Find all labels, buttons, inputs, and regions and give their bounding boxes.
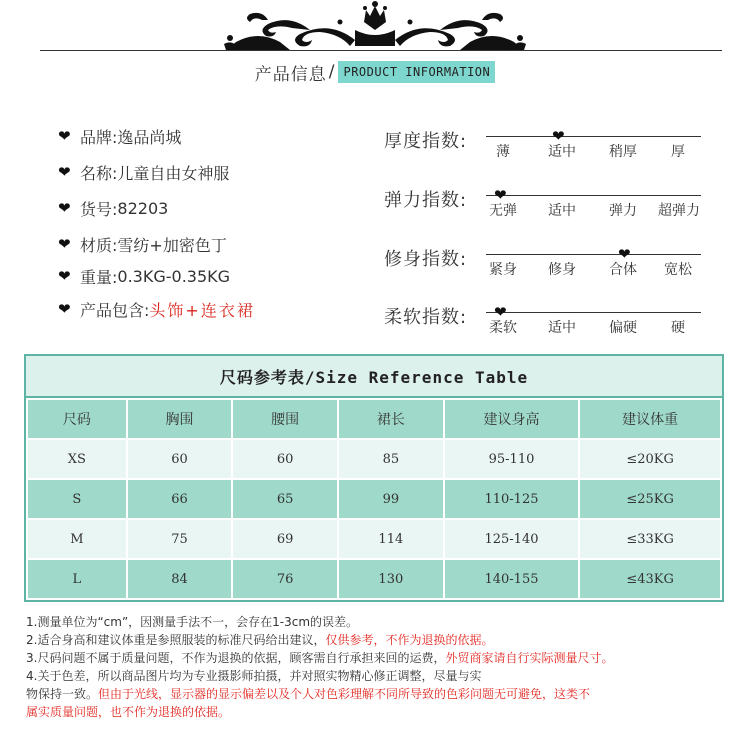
table-row [27, 519, 721, 559]
table-cell: 85 [338, 439, 444, 479]
index-option: 无弹 [489, 203, 517, 219]
heart-icon: ❤ [58, 267, 71, 285]
column-header: 裙长 [338, 399, 444, 439]
table-cell: 75 [127, 519, 233, 559]
size-reference-table [24, 354, 724, 602]
note-line [26, 613, 746, 631]
note-text: 3.尺码问题不属于质量问题，不作为退换的依据，顾客需自行承担来回的运费， [26, 651, 446, 665]
index-scale-line [486, 254, 701, 255]
index-option: 柔软 [489, 320, 517, 336]
info-label: 货号: [80, 199, 118, 219]
heart-icon: ❤ [58, 163, 71, 181]
heart-icon: ❤ [58, 127, 71, 145]
info-label: 材质: [80, 235, 118, 255]
note-line [26, 649, 746, 667]
title-chinese: 产品信息 [254, 64, 327, 85]
index-option: 偏硬 [609, 320, 637, 336]
column-header: 建议体重 [579, 399, 721, 439]
size-table-title-text: 尺码参考表/Size Reference Table [219, 367, 529, 387]
column-header: 建议身高 [444, 399, 580, 439]
index-scale-line [486, 195, 701, 196]
title-english-badge: PRODUCT INFORMATION [338, 61, 495, 83]
table-cell: M [27, 519, 127, 559]
heart-marker-icon: ❤ [552, 127, 565, 145]
table-cell: 69 [232, 519, 338, 559]
column-header: 尺码 [27, 399, 127, 439]
table-cell: ≤43KG [579, 559, 721, 599]
heart-marker-icon: ❤ [494, 186, 507, 204]
info-package-contents [58, 298, 255, 320]
table-cell: 84 [127, 559, 233, 599]
index-option: 厚 [671, 144, 685, 160]
info-value: 逸品尚城 [117, 127, 182, 147]
table-cell: 65 [232, 479, 338, 519]
table-cell: 130 [338, 559, 444, 599]
table-cell: 114 [338, 519, 444, 559]
info-label: 品牌: [80, 127, 118, 147]
info-label: 重量: [80, 267, 118, 287]
thickness-index [384, 127, 714, 177]
heart-icon: ❤ [58, 300, 71, 318]
index-label: 厚度指数: [384, 131, 468, 152]
info-brand [58, 125, 181, 147]
table-cell: ≤20KG [579, 439, 721, 479]
table-cell: L [27, 559, 127, 599]
table-row [27, 559, 721, 599]
index-scale-line [486, 136, 701, 137]
index-option: 硬 [671, 320, 685, 336]
note-line [26, 667, 746, 685]
note-text: 物保持一致。 [26, 687, 99, 701]
index-option: 修身 [548, 262, 576, 278]
index-option: 宽松 [664, 262, 692, 278]
note-warning: 外贸商家请自行实际测量尺寸。 [445, 651, 614, 665]
index-scale-line [486, 312, 701, 313]
notes-section [26, 613, 746, 721]
note-line [26, 631, 746, 649]
note-line [26, 685, 746, 703]
info-value: 儿童自由女神服 [117, 163, 230, 183]
column-header: 胸围 [127, 399, 233, 439]
column-header: 腰围 [232, 399, 338, 439]
section-title [0, 58, 750, 86]
info-value: 雪纺+加密色丁 [117, 235, 227, 255]
size-table-title [26, 356, 722, 398]
index-option: 超弹力 [658, 203, 700, 219]
table-cell: ≤33KG [579, 519, 721, 559]
table-cell: XS [27, 439, 127, 479]
elasticity-index [384, 186, 714, 236]
table-cell: 110-125 [444, 479, 580, 519]
index-option: 稍厚 [609, 144, 637, 160]
index-label: 柔软指数: [384, 307, 468, 328]
note-line [26, 703, 746, 721]
size-table-grid [26, 398, 722, 600]
header-divider [40, 50, 722, 51]
note-warning: 但由于光线，显示器的显示偏差以及个人对色彩理解不同所导致的色彩问题无可避免，这类不 [98, 687, 591, 701]
info-label: 产品包含: [80, 300, 150, 320]
note-warning: 仅供参考，不作为退换的依据。 [325, 633, 494, 647]
index-option: 薄 [496, 144, 510, 160]
info-name [58, 161, 229, 183]
info-value: 头饰+连衣裙 [149, 300, 255, 320]
index-option: 合体 [609, 262, 637, 278]
index-option: 适中 [548, 320, 576, 336]
note-text: 1.测量单位为“cm”，因测量手法不一，会存在1-3cm的误差。 [26, 615, 359, 629]
table-cell: 95-110 [444, 439, 580, 479]
table-row [27, 439, 721, 479]
info-value: 0.3KG-0.35KG [117, 266, 231, 286]
heart-icon: ❤ [58, 235, 71, 253]
fit-index [384, 245, 714, 295]
note-text: 2.适合身高和建议体重是参照服装的标准尺码给出建议， [26, 633, 326, 647]
heart-marker-icon: ❤ [494, 303, 507, 321]
info-material [58, 233, 227, 255]
softness-index [384, 303, 714, 353]
note-text: 4.关于色差，所以商品图片均为专业摄影师拍摄，并对照实物精心修正调整，尽量与实 [26, 669, 482, 683]
info-item-number [58, 197, 168, 219]
table-cell: 60 [127, 439, 233, 479]
note-warning: 属实质量问题，也不作为退换的依据。 [26, 705, 231, 719]
index-option: 适中 [548, 203, 576, 219]
index-option: 弹力 [609, 203, 637, 219]
index-option: 紧身 [489, 262, 517, 278]
table-row [27, 479, 721, 519]
table-cell: S [27, 479, 127, 519]
floral-scroll-ornament-icon [0, 0, 750, 56]
table-cell: ≤25KG [579, 479, 721, 519]
table-cell: 66 [127, 479, 233, 519]
index-label: 弹力指数: [384, 190, 468, 211]
title-separator: / [328, 62, 335, 82]
table-cell: 140-155 [444, 559, 580, 599]
info-weight [58, 265, 230, 287]
table-cell: 76 [232, 559, 338, 599]
index-option: 适中 [548, 144, 576, 160]
table-cell: 125-140 [444, 519, 580, 559]
index-label: 修身指数: [384, 249, 468, 270]
table-header-row [27, 399, 721, 439]
table-cell: 60 [232, 439, 338, 479]
info-label: 名称: [80, 163, 118, 183]
table-cell: 99 [338, 479, 444, 519]
info-value: 82203 [117, 198, 169, 218]
heart-icon: ❤ [58, 199, 71, 217]
heart-marker-icon: ❤ [618, 245, 631, 263]
